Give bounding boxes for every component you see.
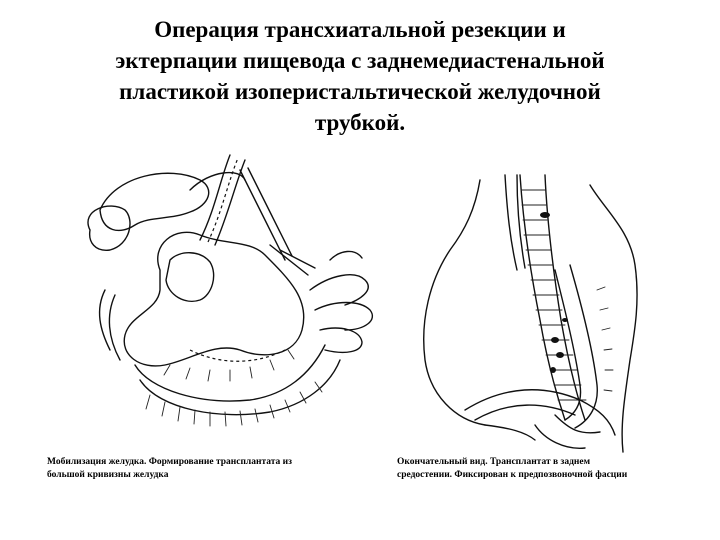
final-view-illustration xyxy=(405,170,685,455)
caption-line: Окончательный вид. Трансплантат в заднем xyxy=(397,457,591,467)
title-line: пластикой изоперистальтической желудочной xyxy=(119,79,601,104)
title-line: трубкой. xyxy=(314,110,406,135)
figure-caption-right xyxy=(397,456,697,482)
caption-line: большой кривизны желудка xyxy=(47,470,169,480)
title-line: эктерпации пищевода с заднемедиастенальной xyxy=(115,48,605,73)
title-line: Операция трансхиатальной резекции и xyxy=(154,17,566,42)
caption-line: средостении. Фиксирован к предпозвоночной фасции xyxy=(397,470,628,480)
stomach-mobilization-illustration xyxy=(40,150,385,455)
slide-title xyxy=(40,14,680,138)
caption-line: Мобилизация желудка. Формирование трансплантата из xyxy=(47,457,292,467)
figure-caption-left xyxy=(47,456,377,482)
